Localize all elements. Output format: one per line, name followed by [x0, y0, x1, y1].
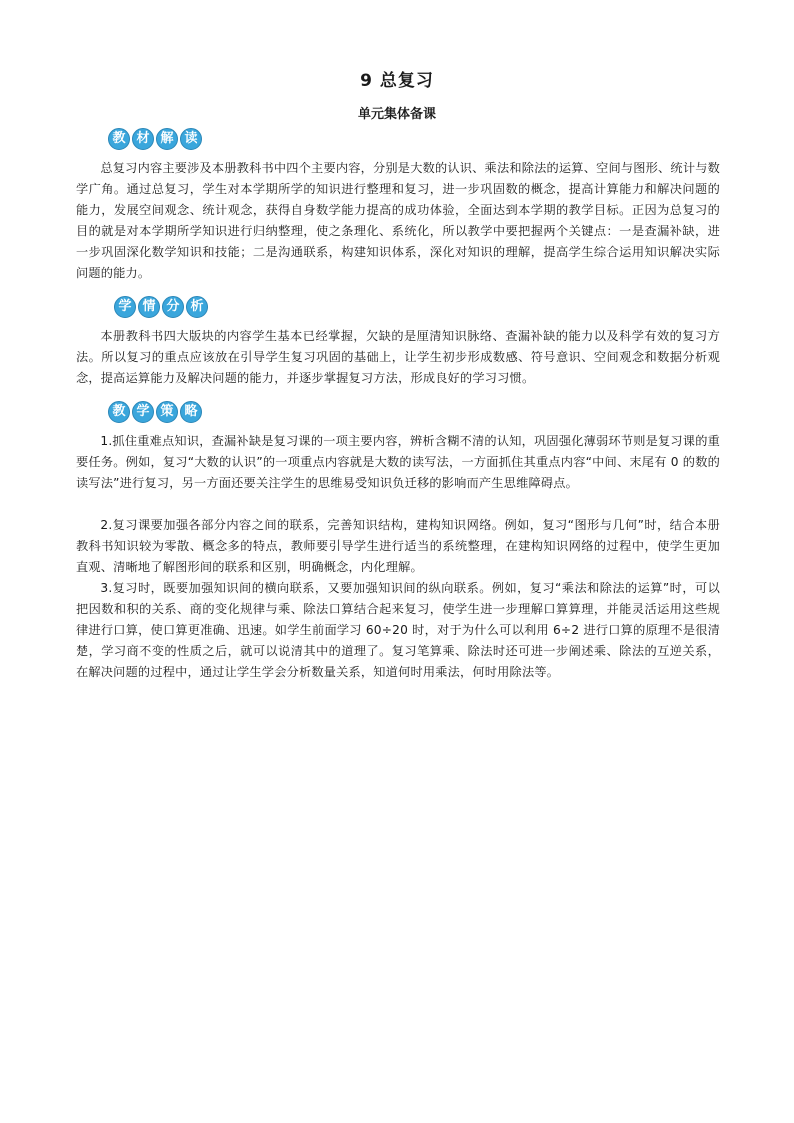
badge-char: 教: [108, 401, 130, 423]
section-badge-xueqingfenxi: [110, 296, 212, 318]
section-badge-jiaoxuecelue: [104, 401, 206, 423]
badge-char: 析: [186, 296, 208, 318]
badge-char: 情: [138, 296, 160, 318]
paragraph: 本册教科书四大版块的内容学生基本已经掌握，欠缺的是厘清知识脉络、查漏补缺的能力以及科学有效的复习方法。所以复习的重点应该放在引导学生复习巩固的基础上，让学生初步形成数感、符号意识、空间观念和数据分析观念，提高运算能力及解决问题的能力，并逐步掌握复习方法，形成良好的学习习惯。: [76, 329, 720, 385]
badge-char: 教: [108, 128, 130, 150]
badge-char: 读: [180, 128, 202, 150]
paragraph: 总复习内容主要涉及本册教科书中四个主要内容，分别是大数的认识、乘法和除法的运算、空间与图形、统计与数学广角。通过总复习，学生对本学期所学的知识进行整理和复习，进一步巩固数的概念，提高计算能力和解决问题的能力，发展空间观念、统计观念，获得自身数学能力提高的成功体验，全面达到本学期的教学目标。正因为总复习的目的就是对本学期所学知识进行归纳整理，使之条理化、系统化，所以教学中要把握两个关键点：一是查漏补缺，进一步巩固深化数学知识和技能；二是沟通联系，构建知识体系，深化对知识的理解，提高学生综合运用知识解决实际问题的能力。: [76, 161, 720, 280]
badge-char: 材: [132, 128, 154, 150]
badge-char: 分: [162, 296, 184, 318]
section-badge-jiaocaijiedu: [104, 128, 206, 150]
badge-char: 学: [132, 401, 154, 423]
badge-char: 解: [156, 128, 178, 150]
paragraph: 3.复习时，既要加强知识间的横向联系，又要加强知识间的纵向联系。例如，复习“乘法和除法的运算”时，可以把因数和积的关系、商的变化规律与乘、除法口算结合起来复习，使学生进一步理解口算算理，并能灵活运用这些规律进行口算，使口算更准确、迅速。如学生前面学习 60÷20 时，对于为什么可以利用 6÷2 进行口算的原理不是很清楚，学习商不变的性质之后，就可以说清其中的道理了。复习笔算乘、除法时还可进一步阐述乘、除法的互逆关系，在解决问题的过程中，通过让学生学会分析数量关系，知道何时用乘法，何时用除法等。: [76, 581, 720, 679]
badge-char: 学: [114, 296, 136, 318]
paragraph: 2.复习课要加强各部分内容之间的联系，完善知识结构，建构知识网络。例如，复习“图形与几何”时，结合本册教科书知识较为零散、概念多的特点，教师要引导学生进行适当的系统整理，在建构知识网络的过程中，使学生更加直观、清晰地了解图形间的联系和区别，明确概念，内化理解。: [76, 518, 720, 574]
page-subtitle: 单元集体备课: [357, 107, 436, 122]
page-title: 9 总复习: [360, 71, 434, 91]
badge-char: 略: [180, 401, 202, 423]
badge-char: 策: [156, 401, 178, 423]
paragraph: 1.抓住重难点知识，查漏补缺是复习课的一项主要内容，辨析含糊不清的认知，巩固强化薄弱环节则是复习课的重要任务。例如，复习“大数的认识”的一项重点内容就是大数的读写法，一方面抓住其重点内容“中间、末尾有 0 的数的读写法”进行复习，另一方面还要关注学生的思维易受知识负迁移的影响而产生思维障碍点。: [76, 434, 720, 490]
